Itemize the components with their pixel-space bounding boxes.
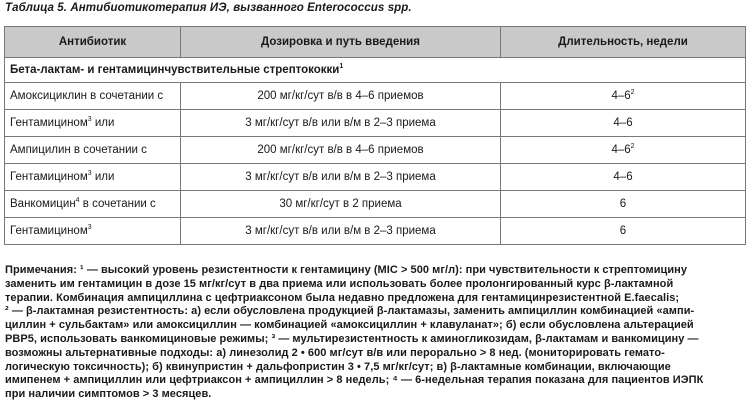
- note-line: заменить им гентамицин в дозе 15 мг/кг/сут в два приема или использовать более пролонгированный курс β-лактамной: [5, 277, 674, 290]
- duration-cell: 4–6: [501, 110, 746, 137]
- note-line: имипенем + ампициллин или цефтриаксон + ампициллин > 8 недель; ⁴ — 6-недельная терапия показана для пациентов ИЭПК: [5, 374, 704, 387]
- table-header-row: [5, 27, 746, 58]
- table-row: [5, 110, 746, 137]
- dose-cell: 30 мг/кг/сут в 2 приема: [181, 191, 501, 218]
- drug-cell: Гентамицином$^3$: [5, 218, 181, 245]
- note-line: при наличии симптомов > 3 месяцев.: [5, 388, 212, 401]
- table-row: [5, 218, 746, 245]
- duration-cell: $4-6^2$: [501, 137, 746, 164]
- drug-cell: Ампицилин в сочетании с: [5, 137, 181, 164]
- dose-cell: 200 мг/кг/сут в/в в 4–6 приемов: [181, 137, 501, 164]
- dose-cell: 3 мг/кг/сут в/в или в/м в 2–3 приема: [181, 110, 501, 137]
- table-row: [5, 137, 746, 164]
- note-line: логическую токсичность); б) квинупристин + дальфопристин 3 • 7,5 мг/кг/сут; в) β-лактамные комбинации, включающие: [5, 360, 671, 373]
- drug-cell: Гентамицином$^3$ или: [5, 110, 181, 137]
- dose-cell: 3 мг/кг/сут в/в или в/м в 2–3 приема: [181, 164, 501, 191]
- drug-cell: Амоксициклин в сочетании с: [5, 83, 181, 110]
- dose-cell: 3 мг/кг/сут в/в или в/м в 2–3 приема: [181, 218, 501, 245]
- note-line: ² — β-лактамная резистентность: а) если обусловлена продукцией β-лактамазы, заменить ампициллин комбинацией «ампи-: [5, 305, 695, 318]
- note-line: терапии. Комбинация ампициллина с цефтриаксоном была недавно предложена для гентамицинрезистентной E.faecalis;: [5, 291, 680, 304]
- table-caption: Таблица 5. Антибиотикотерапия ИЭ, вызванного Enterococcus spp.: [5, 2, 412, 14]
- duration-cell: $4-6^2$: [501, 83, 746, 110]
- table-row: [5, 83, 746, 110]
- header-duration: Длительность, недели: [501, 27, 746, 58]
- header-dosage: Дозировка и путь введения: [181, 27, 501, 58]
- group-label: Бета-лактам- и гентамицинчувствительные стрептококки$^1$: [5, 58, 746, 83]
- table-row: [5, 164, 746, 191]
- drug-cell: Гентамицином$^3$ или: [5, 164, 181, 191]
- note-line: Примечания: ¹ — высокий уровень резистентности к гентамицину (MIC > 500 мг/л): при чувствительности к стрептомицину: [5, 264, 688, 276]
- note-line: PBP5, использовать ванкомициновые режимы; ³ — мультирезистентность к аминогликозидам, β-лактамам и ванкомицину —: [5, 332, 699, 345]
- duration-cell: 6: [501, 218, 746, 245]
- dose-cell: 200 мг/кг/сут в/в в 4–6 приемов: [181, 83, 501, 110]
- table-notes: [5, 264, 745, 402]
- antibiotic-table: [4, 26, 746, 245]
- group-row: [5, 58, 746, 83]
- note-line: циллин + сульбактам» или амоксициллин — комбинацией «амоксициллин + клавуланат»; б) если обусловлена альтерацией: [5, 319, 694, 332]
- table-row: [5, 191, 746, 218]
- duration-cell: 6: [501, 191, 746, 218]
- header-antibiotic: Антибиотик: [5, 27, 181, 58]
- duration-cell: 4–6: [501, 164, 746, 191]
- drug-cell: Ванкомицин$^4$ в сочетании с: [5, 191, 181, 218]
- note-line: возможны альтернативные подходы: а) линезолид 2 • 600 мг/сут в/в или перорально > 8 нед. (мониторировать гемато-: [5, 346, 665, 359]
